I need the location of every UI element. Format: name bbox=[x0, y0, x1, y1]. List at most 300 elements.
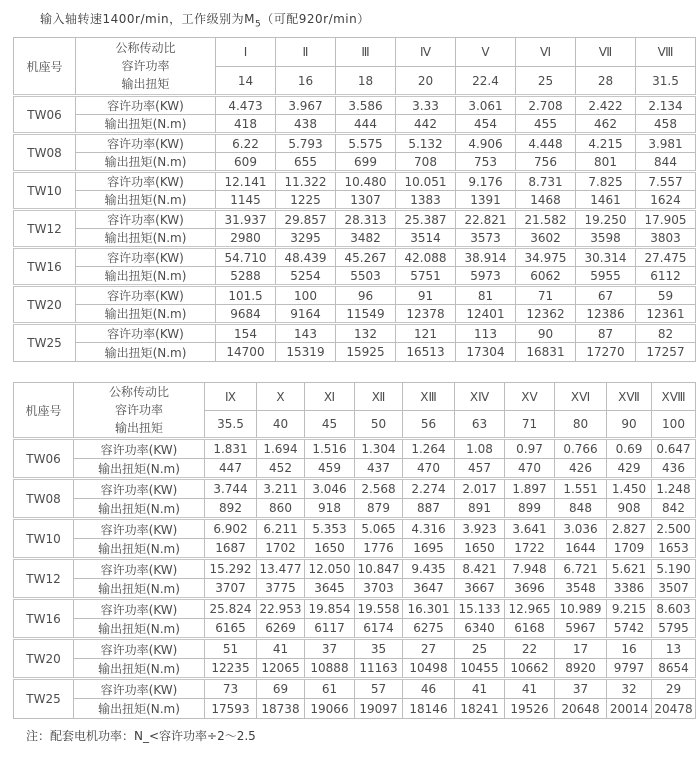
power-label-cell: 容许功率(KW) bbox=[76, 210, 216, 229]
power-value-cell: 1.264 bbox=[403, 439, 455, 459]
power-value-cell: 7.825 bbox=[576, 172, 636, 191]
power-value-cell: 29.857 bbox=[276, 210, 336, 229]
torque-value-cell: 15925 bbox=[336, 343, 396, 362]
ratio-roman-cell: Ⅵ bbox=[516, 38, 576, 67]
torque-value-cell: 1709 bbox=[607, 539, 652, 559]
power-value-cell: 37 bbox=[555, 679, 607, 699]
power-value-cell: 1.450 bbox=[607, 479, 652, 499]
power-value-cell: 3.586 bbox=[336, 96, 396, 115]
torque-value-cell: 3514 bbox=[396, 229, 456, 248]
power-value-cell: 87 bbox=[576, 324, 636, 343]
power-value-cell: 34.975 bbox=[516, 248, 576, 267]
power-value-cell: 1.551 bbox=[555, 479, 607, 499]
power-value-cell: 121 bbox=[396, 324, 456, 343]
torque-value-cell: 2980 bbox=[216, 229, 276, 248]
torque-value-cell: 6269 bbox=[257, 619, 305, 639]
power-value-cell: 7.948 bbox=[505, 559, 555, 579]
torque-value-cell: 436 bbox=[652, 459, 696, 479]
model-group bbox=[14, 134, 696, 172]
power-value-cell: 0.69 bbox=[607, 439, 652, 459]
torque-value-cell: 3482 bbox=[336, 229, 396, 248]
table-row bbox=[14, 172, 696, 191]
table-row bbox=[14, 191, 696, 210]
power-value-cell: 22 bbox=[505, 639, 555, 659]
ratio-roman-cell: Ⅻ bbox=[355, 383, 403, 411]
power-value-cell: 35 bbox=[355, 639, 403, 659]
torque-value-cell: 6275 bbox=[403, 619, 455, 639]
power-value-cell: 5.621 bbox=[607, 559, 652, 579]
power-value-cell: 27.475 bbox=[636, 248, 696, 267]
title-text: 输入轴转速1400r/min，工作级别为M bbox=[40, 12, 255, 26]
spec-col-header-line: 容许功率 bbox=[121, 59, 170, 74]
ratio-value-cell: 100 bbox=[652, 411, 696, 439]
power-value-cell: 3.046 bbox=[305, 479, 355, 499]
table-row bbox=[14, 96, 696, 115]
torque-value-cell: 9684 bbox=[216, 305, 276, 324]
power-value-cell: 0.766 bbox=[555, 439, 607, 459]
torque-value-cell: 454 bbox=[456, 115, 516, 134]
torque-label-cell: 输出扭矩(N.m) bbox=[74, 499, 205, 519]
table-row bbox=[14, 559, 696, 579]
power-value-cell: 101.5 bbox=[216, 286, 276, 305]
model-group bbox=[14, 559, 696, 599]
power-value-cell: 9.176 bbox=[456, 172, 516, 191]
table-row bbox=[14, 305, 696, 324]
torque-label-cell: 输出扭矩(N.m) bbox=[74, 659, 205, 679]
ratio-roman-cell: ⅩⅥ bbox=[555, 383, 607, 411]
power-value-cell: 41 bbox=[505, 679, 555, 699]
torque-label-cell: 输出扭矩(N.m) bbox=[76, 267, 216, 286]
torque-value-cell: 1644 bbox=[555, 539, 607, 559]
torque-value-cell: 756 bbox=[516, 153, 576, 172]
torque-value-cell: 418 bbox=[216, 115, 276, 134]
torque-value-cell: 17593 bbox=[205, 699, 257, 719]
torque-value-cell: 609 bbox=[216, 153, 276, 172]
torque-value-cell: 908 bbox=[607, 499, 652, 519]
torque-value-cell: 3548 bbox=[555, 579, 607, 599]
base-col-header: 机座号 bbox=[14, 383, 74, 439]
ratio-value-cell: 14 bbox=[216, 67, 276, 96]
torque-value-cell: 19066 bbox=[305, 699, 355, 719]
table-row bbox=[14, 115, 696, 134]
torque-value-cell: 447 bbox=[205, 459, 257, 479]
torque-value-cell: 3295 bbox=[276, 229, 336, 248]
torque-value-cell: 20648 bbox=[555, 699, 607, 719]
torque-value-cell: 5955 bbox=[576, 267, 636, 286]
power-value-cell: 3.744 bbox=[205, 479, 257, 499]
torque-value-cell: 860 bbox=[257, 499, 305, 519]
torque-value-cell: 10662 bbox=[505, 659, 555, 679]
power-value-cell: 2.827 bbox=[607, 519, 652, 539]
table-row bbox=[14, 439, 696, 459]
power-value-cell: 5.575 bbox=[336, 134, 396, 153]
table-row bbox=[14, 539, 696, 559]
power-value-cell: 15.133 bbox=[455, 599, 505, 619]
torque-value-cell: 918 bbox=[305, 499, 355, 519]
torque-value-cell: 426 bbox=[555, 459, 607, 479]
power-value-cell: 22.821 bbox=[456, 210, 516, 229]
torque-value-cell: 455 bbox=[516, 115, 576, 134]
torque-value-cell: 3696 bbox=[505, 579, 555, 599]
torque-value-cell: 1702 bbox=[257, 539, 305, 559]
torque-value-cell: 18146 bbox=[403, 699, 455, 719]
torque-value-cell: 5751 bbox=[396, 267, 456, 286]
power-value-cell: 3.33 bbox=[396, 96, 456, 115]
power-value-cell: 6.22 bbox=[216, 134, 276, 153]
power-value-cell: 31.937 bbox=[216, 210, 276, 229]
torque-value-cell: 3645 bbox=[305, 579, 355, 599]
power-label-cell: 容许功率(KW) bbox=[76, 134, 216, 153]
torque-value-cell: 18738 bbox=[257, 699, 305, 719]
spec-table-ratios-9-18 bbox=[13, 382, 696, 719]
power-label-cell: 容许功率(KW) bbox=[76, 286, 216, 305]
power-value-cell: 4.448 bbox=[516, 134, 576, 153]
power-value-cell: 5.065 bbox=[355, 519, 403, 539]
ratio-roman-cell: Ⅺ bbox=[305, 383, 355, 411]
power-value-cell: 5.190 bbox=[652, 559, 696, 579]
power-value-cell: 3.211 bbox=[257, 479, 305, 499]
torque-label-cell: 输出扭矩(N.m) bbox=[74, 539, 205, 559]
torque-value-cell: 19526 bbox=[505, 699, 555, 719]
ratio-roman-cell: Ⅰ bbox=[216, 38, 276, 67]
power-value-cell: 13.477 bbox=[257, 559, 305, 579]
model-group bbox=[14, 172, 696, 210]
ratio-value-cell: 63 bbox=[455, 411, 505, 439]
torque-value-cell: 1650 bbox=[305, 539, 355, 559]
power-value-cell: 46 bbox=[403, 679, 455, 699]
torque-value-cell: 12386 bbox=[576, 305, 636, 324]
power-value-cell: 25.387 bbox=[396, 210, 456, 229]
torque-value-cell: 6165 bbox=[205, 619, 257, 639]
power-value-cell: 3.036 bbox=[555, 519, 607, 539]
torque-value-cell: 14700 bbox=[216, 343, 276, 362]
power-value-cell: 5.132 bbox=[396, 134, 456, 153]
model-cell: TW10 bbox=[14, 519, 74, 559]
torque-value-cell: 6117 bbox=[305, 619, 355, 639]
torque-value-cell: 10498 bbox=[403, 659, 455, 679]
torque-value-cell: 1722 bbox=[505, 539, 555, 559]
torque-value-cell: 15319 bbox=[276, 343, 336, 362]
power-value-cell: 4.906 bbox=[456, 134, 516, 153]
model-cell: TW06 bbox=[14, 96, 76, 134]
power-value-cell: 28.313 bbox=[336, 210, 396, 229]
ratio-roman-cell: Ⅹ bbox=[257, 383, 305, 411]
torque-value-cell: 1145 bbox=[216, 191, 276, 210]
torque-value-cell: 9797 bbox=[607, 659, 652, 679]
torque-value-cell: 17304 bbox=[456, 343, 516, 362]
power-value-cell: 12.141 bbox=[216, 172, 276, 191]
torque-value-cell: 8920 bbox=[555, 659, 607, 679]
torque-value-cell: 844 bbox=[636, 153, 696, 172]
table-row bbox=[14, 210, 696, 229]
torque-value-cell: 12361 bbox=[636, 305, 696, 324]
torque-value-cell: 3507 bbox=[652, 579, 696, 599]
power-value-cell: 2.568 bbox=[355, 479, 403, 499]
torque-value-cell: 12065 bbox=[257, 659, 305, 679]
power-value-cell: 9.435 bbox=[403, 559, 455, 579]
power-value-cell: 1.516 bbox=[305, 439, 355, 459]
power-value-cell: 16 bbox=[607, 639, 652, 659]
power-value-cell: 4.316 bbox=[403, 519, 455, 539]
spec-col-header-line: 公称传动比 bbox=[115, 41, 176, 56]
power-value-cell: 2.708 bbox=[516, 96, 576, 115]
torque-value-cell: 442 bbox=[396, 115, 456, 134]
spec-col-header-line: 公称传动比 bbox=[108, 385, 169, 400]
power-value-cell: 6.211 bbox=[257, 519, 305, 539]
power-value-cell: 30.314 bbox=[576, 248, 636, 267]
power-value-cell: 16.301 bbox=[403, 599, 455, 619]
torque-label-cell: 输出扭矩(N.m) bbox=[76, 115, 216, 134]
power-label-cell: 容许功率(KW) bbox=[74, 639, 205, 659]
torque-value-cell: 879 bbox=[355, 499, 403, 519]
power-value-cell: 54.710 bbox=[216, 248, 276, 267]
torque-value-cell: 848 bbox=[555, 499, 607, 519]
footnote: 注：配套电机功率：N_<容许功率÷2～2.5 bbox=[26, 729, 256, 744]
torque-value-cell: 10455 bbox=[455, 659, 505, 679]
power-label-cell: 容许功率(KW) bbox=[74, 439, 205, 459]
table-row bbox=[14, 599, 696, 619]
ratio-roman-cell: Ⅴ bbox=[456, 38, 516, 67]
torque-value-cell: 1687 bbox=[205, 539, 257, 559]
table-row bbox=[14, 699, 696, 719]
table-row bbox=[14, 459, 696, 479]
power-value-cell: 1.694 bbox=[257, 439, 305, 459]
model-group bbox=[14, 519, 696, 559]
power-value-cell: 3.061 bbox=[456, 96, 516, 115]
ratio-roman-cell: Ⅷ bbox=[636, 38, 696, 67]
table-row bbox=[14, 639, 696, 659]
torque-value-cell: 5288 bbox=[216, 267, 276, 286]
torque-value-cell: 1225 bbox=[276, 191, 336, 210]
power-value-cell: 8.731 bbox=[516, 172, 576, 191]
torque-value-cell: 3598 bbox=[576, 229, 636, 248]
ratio-value-cell: 18 bbox=[336, 67, 396, 96]
power-value-cell: 6.902 bbox=[205, 519, 257, 539]
torque-value-cell: 8654 bbox=[652, 659, 696, 679]
torque-value-cell: 6174 bbox=[355, 619, 403, 639]
table-row bbox=[14, 679, 696, 699]
power-label-cell: 容许功率(KW) bbox=[74, 679, 205, 699]
base-col-header: 机座号 bbox=[14, 38, 76, 96]
power-value-cell: 27 bbox=[403, 639, 455, 659]
power-value-cell: 51 bbox=[205, 639, 257, 659]
power-value-cell: 3.923 bbox=[455, 519, 505, 539]
model-cell: TW20 bbox=[14, 286, 76, 324]
model-cell: TW06 bbox=[14, 439, 74, 479]
spec-col-header-line: 输出扭矩 bbox=[121, 77, 170, 92]
model-cell: TW20 bbox=[14, 639, 74, 679]
power-value-cell: 0.647 bbox=[652, 439, 696, 459]
torque-label-cell: 输出扭矩(N.m) bbox=[74, 699, 205, 719]
table-row bbox=[14, 248, 696, 267]
torque-value-cell: 6168 bbox=[505, 619, 555, 639]
power-value-cell: 1.897 bbox=[505, 479, 555, 499]
power-value-cell: 59 bbox=[636, 286, 696, 305]
power-value-cell: 3.967 bbox=[276, 96, 336, 115]
torque-value-cell: 3647 bbox=[403, 579, 455, 599]
table-row bbox=[14, 343, 696, 362]
power-value-cell: 1.248 bbox=[652, 479, 696, 499]
power-value-cell: 1.304 bbox=[355, 439, 403, 459]
power-label-cell: 容许功率(KW) bbox=[76, 96, 216, 115]
power-value-cell: 19.558 bbox=[355, 599, 403, 619]
torque-value-cell: 462 bbox=[576, 115, 636, 134]
ratio-roman-cell: Ⅸ bbox=[205, 383, 257, 411]
power-value-cell: 154 bbox=[216, 324, 276, 343]
torque-label-cell: 输出扭矩(N.m) bbox=[76, 229, 216, 248]
ratio-roman-cell: ⅩⅦ bbox=[607, 383, 652, 411]
spec-col-header bbox=[76, 38, 216, 96]
torque-value-cell: 9164 bbox=[276, 305, 336, 324]
power-value-cell: 71 bbox=[516, 286, 576, 305]
power-value-cell: 96 bbox=[336, 286, 396, 305]
power-value-cell: 81 bbox=[456, 286, 516, 305]
table-row bbox=[14, 267, 696, 286]
model-group bbox=[14, 479, 696, 519]
torque-value-cell: 452 bbox=[257, 459, 305, 479]
power-value-cell: 3.641 bbox=[505, 519, 555, 539]
ratio-value-cell: 20 bbox=[396, 67, 456, 96]
model-group bbox=[14, 96, 696, 134]
torque-value-cell: 470 bbox=[403, 459, 455, 479]
ratio-roman-cell: Ⅱ bbox=[276, 38, 336, 67]
ratio-value-cell: 71 bbox=[505, 411, 555, 439]
power-value-cell: 2.422 bbox=[576, 96, 636, 115]
torque-value-cell: 470 bbox=[505, 459, 555, 479]
torque-value-cell: 17270 bbox=[576, 343, 636, 362]
torque-value-cell: 12401 bbox=[456, 305, 516, 324]
torque-value-cell: 6112 bbox=[636, 267, 696, 286]
power-value-cell: 13 bbox=[652, 639, 696, 659]
table-row bbox=[14, 479, 696, 499]
torque-value-cell: 20478 bbox=[652, 699, 696, 719]
torque-value-cell: 12362 bbox=[516, 305, 576, 324]
model-group bbox=[14, 679, 696, 719]
power-value-cell: 143 bbox=[276, 324, 336, 343]
torque-label-cell: 输出扭矩(N.m) bbox=[76, 305, 216, 324]
torque-value-cell: 437 bbox=[355, 459, 403, 479]
torque-value-cell: 1695 bbox=[403, 539, 455, 559]
torque-value-cell: 6340 bbox=[455, 619, 505, 639]
torque-value-cell: 19097 bbox=[355, 699, 403, 719]
power-value-cell: 2.274 bbox=[403, 479, 455, 499]
torque-value-cell: 444 bbox=[336, 115, 396, 134]
torque-value-cell: 1383 bbox=[396, 191, 456, 210]
model-group bbox=[14, 248, 696, 286]
power-value-cell: 42.088 bbox=[396, 248, 456, 267]
torque-value-cell: 5742 bbox=[607, 619, 652, 639]
torque-value-cell: 459 bbox=[305, 459, 355, 479]
power-value-cell: 5.793 bbox=[276, 134, 336, 153]
model-cell: TW25 bbox=[14, 679, 74, 719]
model-group bbox=[14, 210, 696, 248]
power-value-cell: 9.215 bbox=[607, 599, 652, 619]
power-value-cell: 5.353 bbox=[305, 519, 355, 539]
torque-value-cell: 11549 bbox=[336, 305, 396, 324]
torque-value-cell: 708 bbox=[396, 153, 456, 172]
ratio-value-cell: 40 bbox=[257, 411, 305, 439]
power-value-cell: 17 bbox=[555, 639, 607, 659]
power-value-cell: 100 bbox=[276, 286, 336, 305]
ratio-roman-cell: ⅩⅤ bbox=[505, 383, 555, 411]
power-value-cell: 132 bbox=[336, 324, 396, 343]
torque-value-cell: 1624 bbox=[636, 191, 696, 210]
torque-value-cell: 699 bbox=[336, 153, 396, 172]
power-label-cell: 容许功率(KW) bbox=[74, 599, 205, 619]
model-group bbox=[14, 439, 696, 479]
ratio-roman-cell: Ⅲ bbox=[336, 38, 396, 67]
table-row bbox=[14, 229, 696, 248]
power-value-cell: 11.322 bbox=[276, 172, 336, 191]
power-value-cell: 17.905 bbox=[636, 210, 696, 229]
torque-value-cell: 11163 bbox=[355, 659, 403, 679]
ratio-value-cell: 22.4 bbox=[456, 67, 516, 96]
spec-col-header bbox=[74, 383, 205, 439]
power-label-cell: 容许功率(KW) bbox=[76, 324, 216, 343]
power-value-cell: 2.500 bbox=[652, 519, 696, 539]
ratio-value-cell: 28 bbox=[576, 67, 636, 96]
model-cell: TW16 bbox=[14, 248, 76, 286]
torque-label-cell: 输出扭矩(N.m) bbox=[74, 619, 205, 639]
power-value-cell: 10.847 bbox=[355, 559, 403, 579]
torque-value-cell: 20014 bbox=[607, 699, 652, 719]
power-value-cell: 22.953 bbox=[257, 599, 305, 619]
power-value-cell: 82 bbox=[636, 324, 696, 343]
power-value-cell: 7.557 bbox=[636, 172, 696, 191]
torque-value-cell: 5254 bbox=[276, 267, 336, 286]
model-cell: TW08 bbox=[14, 479, 74, 519]
table-row bbox=[14, 134, 696, 153]
power-value-cell: 3.981 bbox=[636, 134, 696, 153]
power-value-cell: 10.051 bbox=[396, 172, 456, 191]
ratio-value-cell: 16 bbox=[276, 67, 336, 96]
ratio-value-cell: 35.5 bbox=[205, 411, 257, 439]
torque-value-cell: 10888 bbox=[305, 659, 355, 679]
power-value-cell: 12.965 bbox=[505, 599, 555, 619]
ratio-value-cell: 45 bbox=[305, 411, 355, 439]
power-value-cell: 67 bbox=[576, 286, 636, 305]
power-value-cell: 19.250 bbox=[576, 210, 636, 229]
torque-label-cell: 输出扭矩(N.m) bbox=[76, 153, 216, 172]
power-label-cell: 容许功率(KW) bbox=[74, 479, 205, 499]
ratio-value-cell: 90 bbox=[607, 411, 652, 439]
torque-value-cell: 438 bbox=[276, 115, 336, 134]
torque-label-cell: 输出扭矩(N.m) bbox=[74, 579, 205, 599]
torque-value-cell: 3707 bbox=[205, 579, 257, 599]
power-label-cell: 容许功率(KW) bbox=[76, 248, 216, 267]
power-value-cell: 29 bbox=[652, 679, 696, 699]
torque-value-cell: 18241 bbox=[455, 699, 505, 719]
torque-value-cell: 16513 bbox=[396, 343, 456, 362]
power-value-cell: 48.439 bbox=[276, 248, 336, 267]
power-value-cell: 73 bbox=[205, 679, 257, 699]
model-group bbox=[14, 324, 696, 362]
power-value-cell: 45.267 bbox=[336, 248, 396, 267]
torque-value-cell: 12378 bbox=[396, 305, 456, 324]
power-value-cell: 1.08 bbox=[455, 439, 505, 459]
power-value-cell: 2.017 bbox=[455, 479, 505, 499]
power-value-cell: 37 bbox=[305, 639, 355, 659]
power-label-cell: 容许功率(KW) bbox=[74, 519, 205, 539]
power-value-cell: 4.473 bbox=[216, 96, 276, 115]
table-row bbox=[14, 659, 696, 679]
model-cell: TW08 bbox=[14, 134, 76, 172]
power-value-cell: 91 bbox=[396, 286, 456, 305]
torque-value-cell: 3667 bbox=[455, 579, 505, 599]
power-value-cell: 19.854 bbox=[305, 599, 355, 619]
power-value-cell: 25 bbox=[455, 639, 505, 659]
torque-value-cell: 1307 bbox=[336, 191, 396, 210]
